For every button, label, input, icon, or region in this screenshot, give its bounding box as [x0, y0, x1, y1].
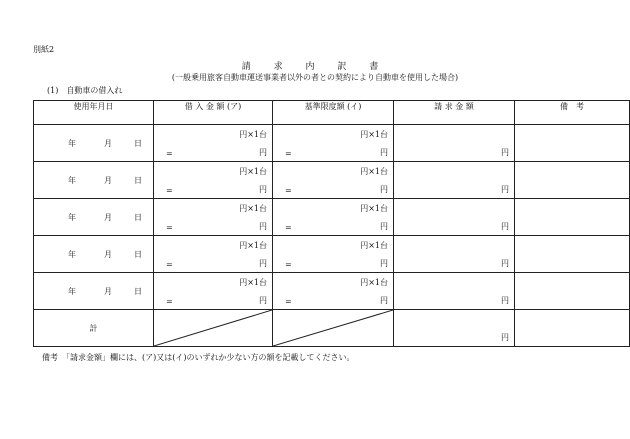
yen-unit: 円: [380, 222, 388, 231]
per-vehicle-unit: 円×1台: [360, 167, 388, 176]
per-vehicle-unit: 円×1台: [360, 204, 388, 213]
rental-amount-cell[interactable]: [154, 162, 273, 199]
yen-unit: 円: [380, 148, 388, 157]
month-label: 月: [104, 287, 112, 296]
yen-unit: 円: [259, 185, 267, 194]
diagonal-strike: [273, 310, 393, 346]
equals-sign: =: [166, 223, 173, 232]
claim-amount-cell[interactable]: [394, 273, 515, 310]
year-label: 年: [68, 250, 76, 259]
day-label: 日: [134, 213, 142, 222]
remarks-cell[interactable]: [515, 273, 630, 310]
per-vehicle-unit: 円×1台: [239, 167, 267, 176]
total-remarks-cell[interactable]: [515, 310, 630, 347]
yen-unit: 円: [380, 296, 388, 305]
claim-amount-cell[interactable]: [394, 199, 515, 236]
invoice-breakdown-table: [33, 100, 630, 347]
yen-unit: 円: [501, 222, 509, 231]
per-vehicle-unit: 円×1台: [360, 241, 388, 250]
day-label: 日: [134, 250, 142, 259]
rental-amount-cell[interactable]: [154, 273, 273, 310]
total-label-cell: [34, 310, 154, 347]
yen-unit: 円: [501, 259, 509, 268]
yen-unit: 円: [380, 259, 388, 268]
usage-date-cell[interactable]: [34, 199, 154, 236]
header-row: [34, 101, 630, 125]
remarks-note: 備考 「請求金額」欄には、(ア)又は(イ)のいずれか少ない方の額を記載してください。: [42, 353, 355, 362]
document-subtitle: (一般乗用旅客自動車運送事業者以外の者との契約により自動車を使用した場合): [171, 73, 459, 82]
yen-unit: 円: [259, 296, 267, 305]
day-label: 日: [134, 139, 142, 148]
year-label: 年: [68, 176, 76, 185]
usage-date-cell[interactable]: [34, 236, 154, 273]
equals-sign: =: [285, 223, 292, 232]
column-header-rental-amount: 借 入 金 額 (ア): [154, 101, 273, 125]
equals-sign: =: [285, 260, 292, 269]
month-label: 月: [104, 139, 112, 148]
claim-amount-cell[interactable]: [394, 125, 515, 162]
standard-limit-cell[interactable]: [273, 125, 394, 162]
standard-limit-cell[interactable]: [273, 199, 394, 236]
equals-sign: =: [166, 297, 173, 306]
yen-unit: 円: [501, 185, 509, 194]
table-row: [34, 199, 630, 236]
remarks-cell[interactable]: [515, 162, 630, 199]
equals-sign: =: [166, 260, 173, 269]
yen-unit: 円: [259, 259, 267, 268]
document-title: 請 求 内 訳 書: [241, 62, 389, 72]
per-vehicle-unit: 円×1台: [360, 130, 388, 139]
total-row: [34, 310, 630, 347]
column-header-standard-limit: 基準限度額 (イ): [273, 101, 394, 125]
equals-sign: =: [285, 186, 292, 195]
day-label: 日: [134, 176, 142, 185]
per-vehicle-unit: 円×1台: [239, 241, 267, 250]
yen-unit: 円: [501, 296, 509, 305]
standard-limit-cell[interactable]: [273, 236, 394, 273]
diagonal-strike: [154, 310, 272, 346]
month-label: 月: [104, 250, 112, 259]
total-label: 計: [89, 324, 98, 333]
year-label: 年: [68, 287, 76, 296]
remarks-cell[interactable]: [515, 199, 630, 236]
equals-sign: =: [166, 149, 173, 158]
total-rental-amount-cell: [154, 310, 273, 347]
per-vehicle-unit: 円×1台: [360, 278, 388, 287]
total-claim-amount-cell[interactable]: [394, 310, 515, 347]
remarks-cell[interactable]: [515, 236, 630, 273]
column-header-claim-amount: 請 求 金 額: [394, 101, 515, 125]
day-label: 日: [134, 287, 142, 296]
per-vehicle-unit: 円×1台: [239, 130, 267, 139]
year-label: 年: [68, 139, 76, 148]
table-row: [34, 125, 630, 162]
yen-unit: 円: [259, 148, 267, 157]
claim-amount-cell[interactable]: [394, 162, 515, 199]
month-label: 月: [104, 213, 112, 222]
total-standard-limit-cell: [273, 310, 394, 347]
claim-amount-cell[interactable]: [394, 236, 515, 273]
rental-amount-cell[interactable]: [154, 199, 273, 236]
table-body: [34, 125, 630, 310]
annex-number: 別紙2: [33, 45, 55, 54]
usage-date-cell[interactable]: [34, 162, 154, 199]
year-label: 年: [68, 213, 76, 222]
section-heading: (1) 自動車の借入れ: [47, 86, 123, 95]
table-row: [34, 162, 630, 199]
yen-unit: 円: [259, 222, 267, 231]
yen-unit: 円: [380, 185, 388, 194]
rental-amount-cell[interactable]: [154, 236, 273, 273]
usage-date-cell[interactable]: [34, 125, 154, 162]
per-vehicle-unit: 円×1台: [239, 278, 267, 287]
equals-sign: =: [285, 149, 292, 158]
column-header-usage-date: 使用年月日: [34, 101, 154, 125]
remarks-cell[interactable]: [515, 125, 630, 162]
month-label: 月: [104, 176, 112, 185]
equals-sign: =: [285, 297, 292, 306]
yen-unit: 円: [501, 333, 509, 342]
per-vehicle-unit: 円×1台: [239, 204, 267, 213]
equals-sign: =: [166, 186, 173, 195]
yen-unit: 円: [501, 148, 509, 157]
rental-amount-cell[interactable]: [154, 125, 273, 162]
column-header-remarks: 備 考: [515, 101, 630, 125]
standard-limit-cell[interactable]: [273, 162, 394, 199]
table-row: [34, 273, 630, 310]
usage-date-cell[interactable]: [34, 273, 154, 310]
standard-limit-cell[interactable]: [273, 273, 394, 310]
table-row: [34, 236, 630, 273]
